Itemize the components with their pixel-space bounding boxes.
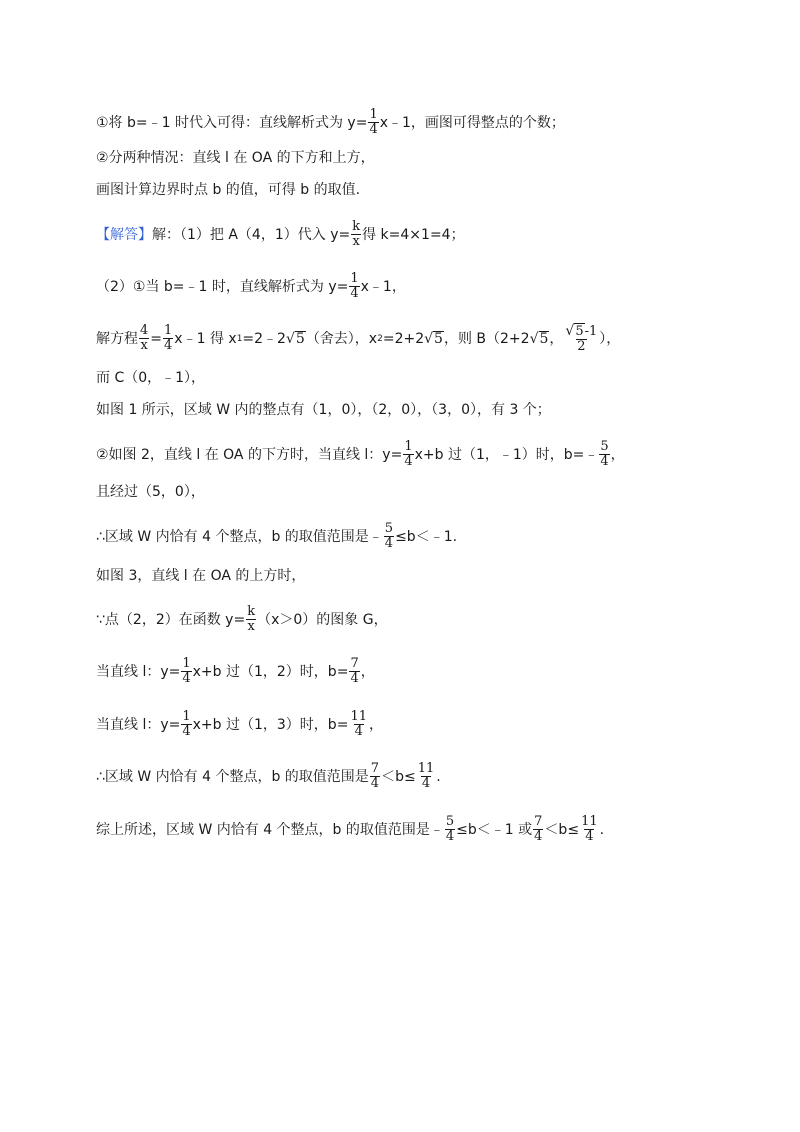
radical: √ 5 <box>565 323 584 339</box>
radical: √ 5 <box>424 330 443 347</box>
answer-line-10: ∵点（2，2）在函数 y= $\frac{k}{x}$ （x＞0）的图象 G， <box>96 604 388 634</box>
fraction: $\frac{1}{4}$ <box>404 439 413 469</box>
fraction: $\frac{7}{4}$ <box>370 761 380 791</box>
fraction: √ 5 -1 2 <box>565 323 598 354</box>
radical: √ 5 <box>285 330 305 347</box>
radical: √ 5 <box>529 330 549 347</box>
fraction: $\frac{k}{x}$ <box>352 219 361 249</box>
answer-line-3: 解方程 $\frac{4}{x}$ = $\frac{1}{4}$ x﹣1 得 x 1 =2﹣2 √ 5 （舍去），x 2 =2+2 √ 5 ，则 B（2+2 √ 5 ， √ 5 -1 2 ）， <box>96 323 621 354</box>
fraction: $\frac{1}{4}$ <box>164 323 173 353</box>
fraction: $\frac{11}{4}$ <box>581 814 598 844</box>
answer-line-1: 【解答】 解：（1）把 A（4，1）代入 y= $\frac{k}{x}$ 得 k=4×1=4； <box>96 219 465 249</box>
answer-line-5: 如图 1 所示，区域 W 内的整点有（1，0），（2，0），（3，0），有 3 个； <box>96 402 551 418</box>
answer-line-14: 综上所述，区域 W 内恰有 4 个整点，b 的取值范围是﹣ $\frac{5}{4}$ ≤b＜﹣1 或 $\frac{7}{4}$ ＜b≤ $\frac{11}{4}$ . <box>96 814 605 844</box>
fraction: $\frac{4}{x}$ <box>140 323 149 353</box>
answer-line-6: ②如图 2，直线 l 在 OA 的下方时，当直线 l：y= $\frac{1}{4}$ x+b 过（1，﹣1）时，b=﹣ $\frac{5}{4}$ ， <box>96 439 625 469</box>
fraction: $\frac{7}{4}$ <box>350 656 359 686</box>
fraction: $\frac{11}{4}$ <box>417 761 435 791</box>
hint-line-3: 画图计算边界时点 b 的值，可得 b 的取值. <box>96 182 361 198</box>
answer-line-7: 且经过（5，0）， <box>96 484 205 500</box>
answer-line-12: 当直线 l：y= $\frac{1}{4}$ x+b 过（1，3）时，b= $\frac{11}{4}$ ， <box>96 709 383 739</box>
answer-tag: 【解答】 <box>96 226 152 243</box>
fraction: $\frac{1}{4}$ <box>182 656 191 686</box>
fraction: $\frac{5}{4}$ <box>384 521 394 551</box>
answer-line-4: 而 C（0，﹣1）， <box>96 370 206 386</box>
answer-line-11: 当直线 l：y= $\frac{1}{4}$ x+b 过（1，2）时，b= $\frac{7}{4}$ ， <box>96 656 375 686</box>
fraction: $\frac{7}{4}$ <box>534 814 543 844</box>
fraction: $\frac{1}{4}$ <box>350 271 359 301</box>
answer-line-2: （2）①当 b=﹣1 时，直线解析式为 y= $\frac{1}{4}$ x﹣1， <box>96 271 406 301</box>
fraction: $\frac{1}{4}$ <box>182 709 191 739</box>
fraction: $\frac{5}{4}$ <box>445 814 455 844</box>
answer-line-13: ∴区域 W 内恰有 4 个整点，b 的取值范围是 $\frac{7}{4}$ ＜b≤ $\frac{11}{4}$ . <box>96 761 441 791</box>
hint-line-1: ①将 b=﹣1 时代入可得：直线解析式为 y= $\frac{1}{4}$ x﹣1，画图可得整点的个数； <box>96 107 565 137</box>
answer-line-9: 如图 3，直线 l 在 OA 的上方时， <box>96 568 306 584</box>
answer-line-8: ∴区域 W 内恰有 4 个整点，b 的取值范围是﹣ $\frac{5}{4}$ ≤b＜﹣1. <box>96 521 458 551</box>
fraction: $\frac{5}{4}$ <box>600 439 609 469</box>
fraction: $\frac{11}{4}$ <box>350 709 367 739</box>
fraction: $\frac{k}{x}$ <box>247 604 256 634</box>
fraction: $\frac{1}{4}$ <box>369 107 378 137</box>
hint-line-2: ②分两种情况：直线 l 在 OA 的下方和上方， <box>96 150 375 166</box>
